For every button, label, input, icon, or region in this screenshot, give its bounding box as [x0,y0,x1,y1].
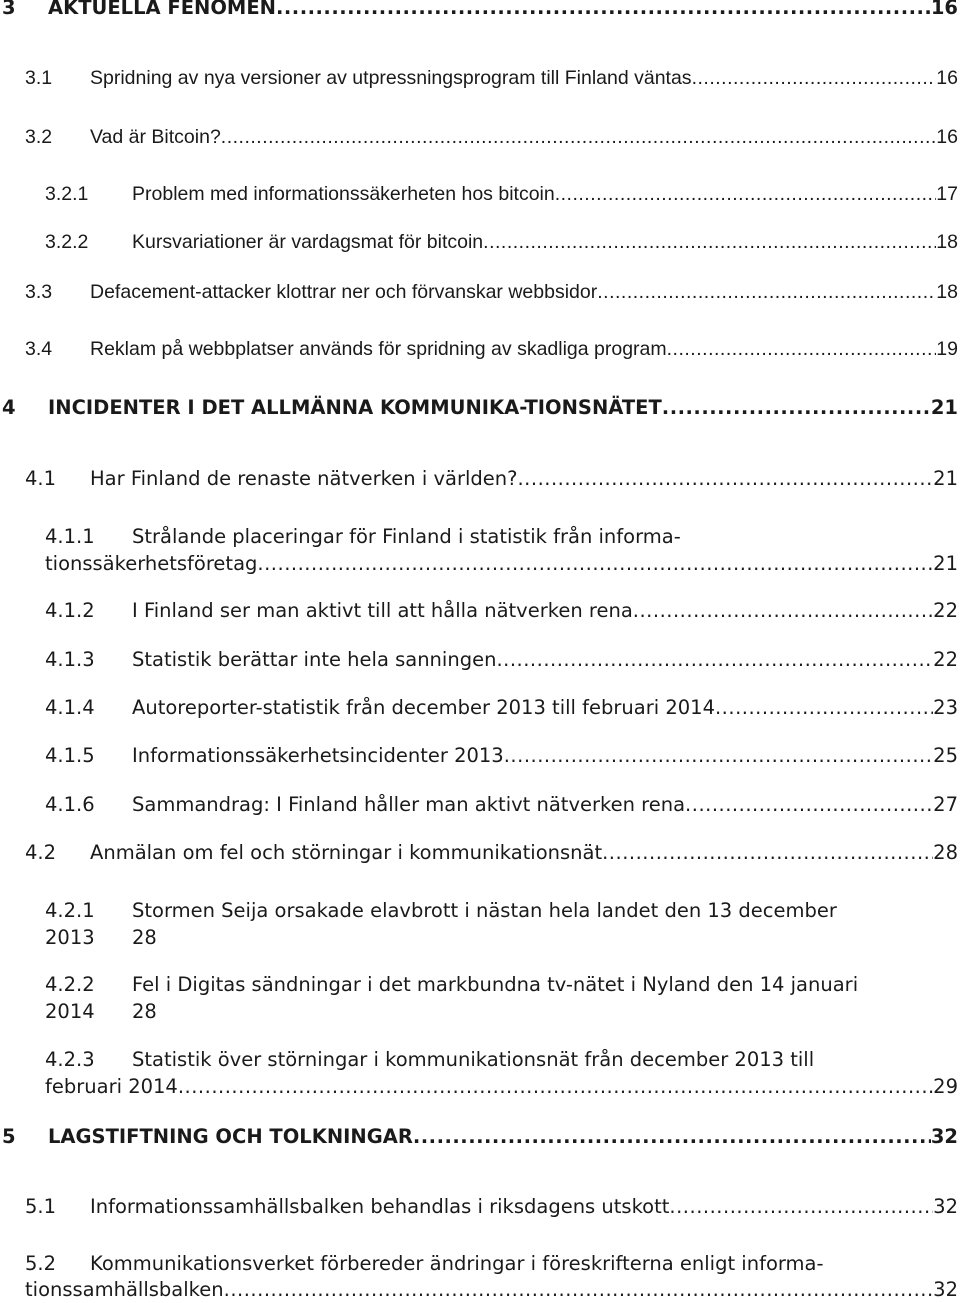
toc-title: Fel i Digitas sändningar i det markbundna tv-nätet i Nyland den 14 januari [132,973,859,996]
toc-number: 5.2 [25,1252,57,1275]
toc-title: Vad är Bitcoin? [90,126,221,148]
dot-leader [662,395,931,421]
toc-title: LAGSTIFTNING OCH TOLKNINGAR [48,1125,413,1148]
toc-number: 4.1.6 [45,793,95,816]
toc-number: 4.1.5 [45,744,95,767]
toc-title-wrap: 2014 [45,1000,95,1023]
toc-number: 5 [2,1125,16,1148]
toc-number: 4 [2,396,16,419]
toc-page: 32 [933,1195,958,1218]
toc-page: 25 [933,744,958,767]
toc-title: Informationssäkerhetsincidenter 2013 [132,744,504,767]
toc-title: Statistik berättar inte hela sanningen [132,648,497,671]
toc-title-wrap: 2013 [45,926,95,949]
toc-page: 19 [936,338,958,360]
toc-number: 4.1.4 [45,696,95,719]
dot-leader [483,229,936,255]
dot-leader [715,695,933,721]
toc-title: AKTUELLA FENOMEN [48,0,276,19]
dot-leader [178,1074,933,1100]
toc-page: 27 [933,793,958,816]
toc-title: Anmälan om fel och störningar i kommunikationsnät [90,841,603,864]
toc-title-line2: februari 2014 [45,1075,178,1098]
toc-number: 3.2.1 [45,183,89,205]
toc-page: 21 [933,467,958,490]
toc-page: 22 [933,648,958,671]
toc-title: Defacement-attacker klottrar ner och förvanskar webbsidor [90,281,598,303]
toc-title-line1: Strålande placeringar för Finland i statistik från informa- [132,525,681,548]
toc-title: Kursvariationer är vardagsmat för bitcoin [132,231,484,253]
toc-title: Spridning av nya versioner av utpressningsprogram till Finland väntas [90,67,692,89]
dot-leader [224,1277,934,1303]
toc-number: 3 [2,0,16,19]
toc-page: 22 [933,599,958,622]
toc-number: 4.1 [25,467,57,490]
toc-title: Problem med informationssäkerheten hos bitcoin [132,183,555,205]
toc-number: 3.4 [25,338,53,360]
toc-title: Stormen Seija orsakade elavbrott i nästan hela landet den 13 december [132,899,837,922]
toc-title: INCIDENTER I DET ALLMÄNNA KOMMUNIKA-TIONSNÄTET [48,396,662,419]
toc-page: 21 [933,552,958,575]
dot-leader [257,551,933,577]
dot-leader [667,336,937,362]
toc-title-line2: tionssamhällsbalken [25,1278,224,1301]
toc-page: 16 [930,0,958,19]
toc-page: 17 [936,183,958,205]
dot-leader [504,743,933,769]
toc-title: I Finland ser man aktivt till att hålla nätverken rena [132,599,633,622]
dot-leader [669,1194,933,1220]
toc-title-line1: Kommunikationsverket förbereder ändringar i föreskrifterna enligt informa- [90,1252,824,1275]
dot-leader [555,181,937,207]
toc-page: 28 [132,1000,157,1023]
toc-number: 3.2.2 [45,231,89,253]
toc-title: Autoreporter-statistik från december 2013 till februari 2014 [132,696,715,719]
toc-title: Sammandrag: I Finland håller man aktivt nätverken rena [132,793,686,816]
toc-page: 32 [930,1125,958,1148]
toc-number: 3.1 [25,67,53,89]
dot-leader [221,124,937,150]
toc-page: 18 [936,231,958,253]
toc-number: 4.1.3 [45,648,95,671]
toc-title-line2: tionssäkerhetsföretag [45,552,258,575]
toc-title: Reklam på webbplatser används för spridning av skadliga program [90,338,667,360]
dot-leader [517,466,933,492]
dot-leader [692,65,937,91]
toc-number: 4.2.3 [45,1048,95,1071]
dot-leader [633,598,933,624]
toc-number: 4.2 [25,841,57,864]
dot-leader [276,0,931,21]
toc-title: Informationssamhällsbalken behandlas i riksdagens utskott [90,1195,670,1218]
toc-title: Har Finland de renaste nätverken i världen? [90,467,518,490]
toc-number: 3.2 [25,126,53,148]
toc-number: 5.1 [25,1195,57,1218]
dot-leader [685,792,933,818]
toc-page: 21 [930,396,958,419]
toc-page: 16 [936,67,958,89]
toc-page: 16 [936,126,958,148]
toc-number: 4.2.1 [45,899,95,922]
toc-page: 28 [132,926,157,949]
toc-page: 28 [933,841,958,864]
toc-number: 4.1.1 [45,525,95,548]
dot-leader [496,647,933,673]
toc-number: 3.3 [25,281,53,303]
toc-page: 32 [933,1278,958,1301]
toc-page: 29 [933,1075,958,1098]
toc-page: 23 [933,696,958,719]
toc-title: Statistik över störningar i kommunikationsnät från december 2013 till [132,1048,815,1071]
toc-page: 18 [936,281,958,303]
toc-number: 4.1.2 [45,599,95,622]
dot-leader [413,1124,931,1150]
toc-number: 4.2.2 [45,973,95,996]
dot-leader [597,279,936,305]
dot-leader [602,840,933,866]
